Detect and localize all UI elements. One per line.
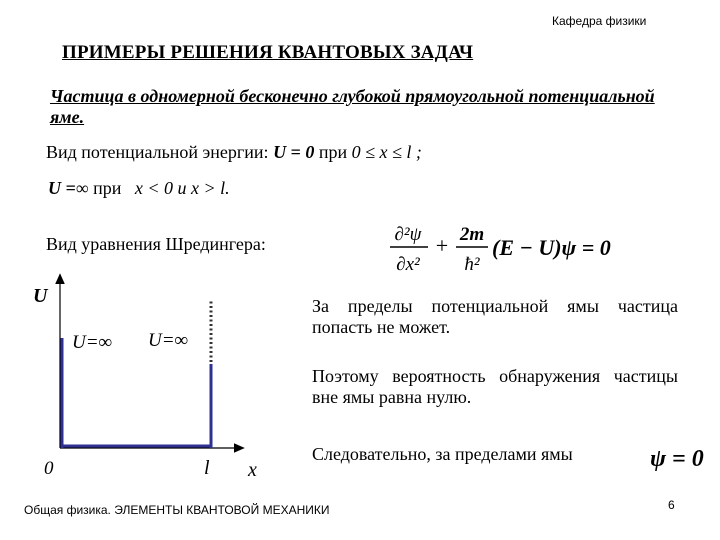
infinity-formula: U =∞	[48, 178, 89, 198]
infinity-cond: x < 0 и x > l.	[134, 178, 230, 198]
eq-plus: +	[435, 233, 449, 258]
paragraph-1: За пределы потенциальной ямы частица попасть не может.	[312, 296, 678, 337]
infinity-condition-line	[48, 178, 230, 199]
page-title: ПРИМЕРЫ РЕШЕНИЯ КВАНТОВЫХ ЗАДАЧ	[62, 42, 474, 63]
problem-subtitle: Частица в одномерной бесконечно глубокой прямоугольной потенциальной яме.	[50, 86, 655, 127]
potential-well-diagram	[0, 270, 290, 480]
u-axis-label: U	[33, 285, 48, 307]
eq-num1: ∂²ψ	[394, 224, 422, 245]
potential-formula: U = 0	[273, 142, 315, 162]
paragraph-3: Следовательно, за пределами ямы	[312, 444, 573, 464]
paragraph-2: Поэтому вероятность обнаружения частицы вне ямы равна нулю.	[312, 366, 678, 407]
eq-paren: (E − U)ψ = 0	[492, 235, 611, 260]
footer-course: Общая физика. ЭЛЕМЕНТЫ КВАНТОВОЙ МЕХАНИКИ	[24, 503, 330, 517]
eq-den2: ħ²	[464, 254, 480, 275]
potential-range: 0 ≤ x ≤ l ;	[351, 142, 422, 162]
potential-energy-line	[46, 142, 422, 163]
origin-label: 0	[44, 458, 54, 479]
psi-zero-formula	[648, 440, 708, 474]
u-infinity-right: U=∞	[148, 330, 189, 351]
eq-num2: 2m	[459, 224, 485, 245]
potential-mid: при	[314, 142, 352, 162]
schrodinger-equation	[386, 218, 626, 278]
u-infinity-left: U=∞	[72, 332, 113, 353]
page-number: 6	[668, 498, 675, 512]
eq-den1: ∂x²	[396, 254, 420, 275]
potential-prefix: Вид потенциальной энергии:	[46, 142, 274, 162]
l-label: l	[204, 457, 210, 479]
schrodinger-label: Вид уравнения Шредингера:	[46, 234, 266, 254]
infinity-mid: при	[88, 178, 126, 198]
psi-zero-text: ψ = 0	[650, 446, 704, 472]
department-label: Кафедра физики	[552, 14, 647, 28]
x-axis-label: x	[248, 459, 257, 480]
